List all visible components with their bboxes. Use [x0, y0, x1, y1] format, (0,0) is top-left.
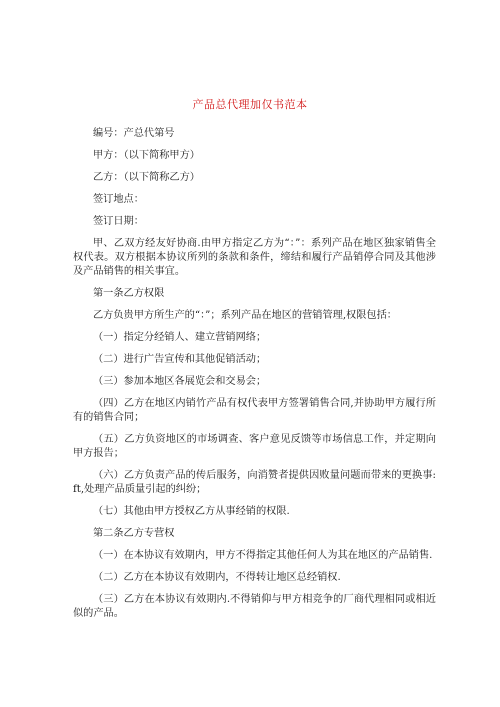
- article-1-item-1: （一）指定分经销人、建立营销网络；: [93, 332, 267, 343]
- article-1-item-7: （七）其他由甲方授权乙方从事经销的权限.: [93, 506, 290, 517]
- signing-place: 签订地点：: [93, 194, 144, 205]
- article-2-item-2: （二）乙方在本协议有效期内，不得转让地区总经销权.: [93, 572, 341, 583]
- preamble-paragraph: 甲、乙双方经友好协商.由甲方指定乙方为“：”：系列产品在地区独家销售全权代表。双方根据本协议所列的条款和条件，缔结和履行产品销停合同及其他涉及产品销售的相关事宜。: [73, 238, 436, 277]
- article-1-item-6: （六）乙方负责产品的传后服务，向消赞者提供因败量问题而带来的更换事:ft,处理产品质量引起的纠纷；: [73, 470, 436, 495]
- article-2-item-3: （三）乙方在本协议有效期内.不得销仰与甲方相竞争的厂商代理相同或相近似的产品。: [73, 594, 436, 619]
- article-2-heading: 第二条乙方专营权: [93, 528, 175, 539]
- party-a: 甲方：（以下简称甲方）: [93, 150, 200, 161]
- article-1-item-5: （五）乙方负资地区的市场调查、客户意见反馈等市场信息工作，并定期向甲方报告；: [73, 434, 436, 459]
- signing-date: 签订日期：: [93, 216, 144, 227]
- document-body: [73, 127, 436, 629]
- document-title: 产品总代理加仅书范本: [192, 98, 308, 111]
- party-b: 乙方：（以下简称乙方）: [93, 172, 200, 183]
- article-1-heading: 第一条乙方权限: [93, 288, 165, 299]
- contract-number: 编号：产总代第号: [93, 128, 175, 139]
- article-1-item-4: （四）乙方在地区内销竹产品有权代表甲方签署销售合同,并协助甲方履行所有的销售合同；: [73, 398, 436, 423]
- article-2-item-1: （一）在本协议有效期内，甲方不得指定其他任何人为其在地区的产品销售.: [93, 550, 433, 561]
- article-1-item-3: （三）参加本地区各展览会和交易会；: [93, 376, 267, 387]
- article-1-item-2: （二）进行广告宣传和其他促销活动；: [93, 354, 267, 365]
- article-1-intro: 乙方负贵甲方所生产的“：”；系列产品在地区的营销管理,权限包括：: [93, 310, 397, 321]
